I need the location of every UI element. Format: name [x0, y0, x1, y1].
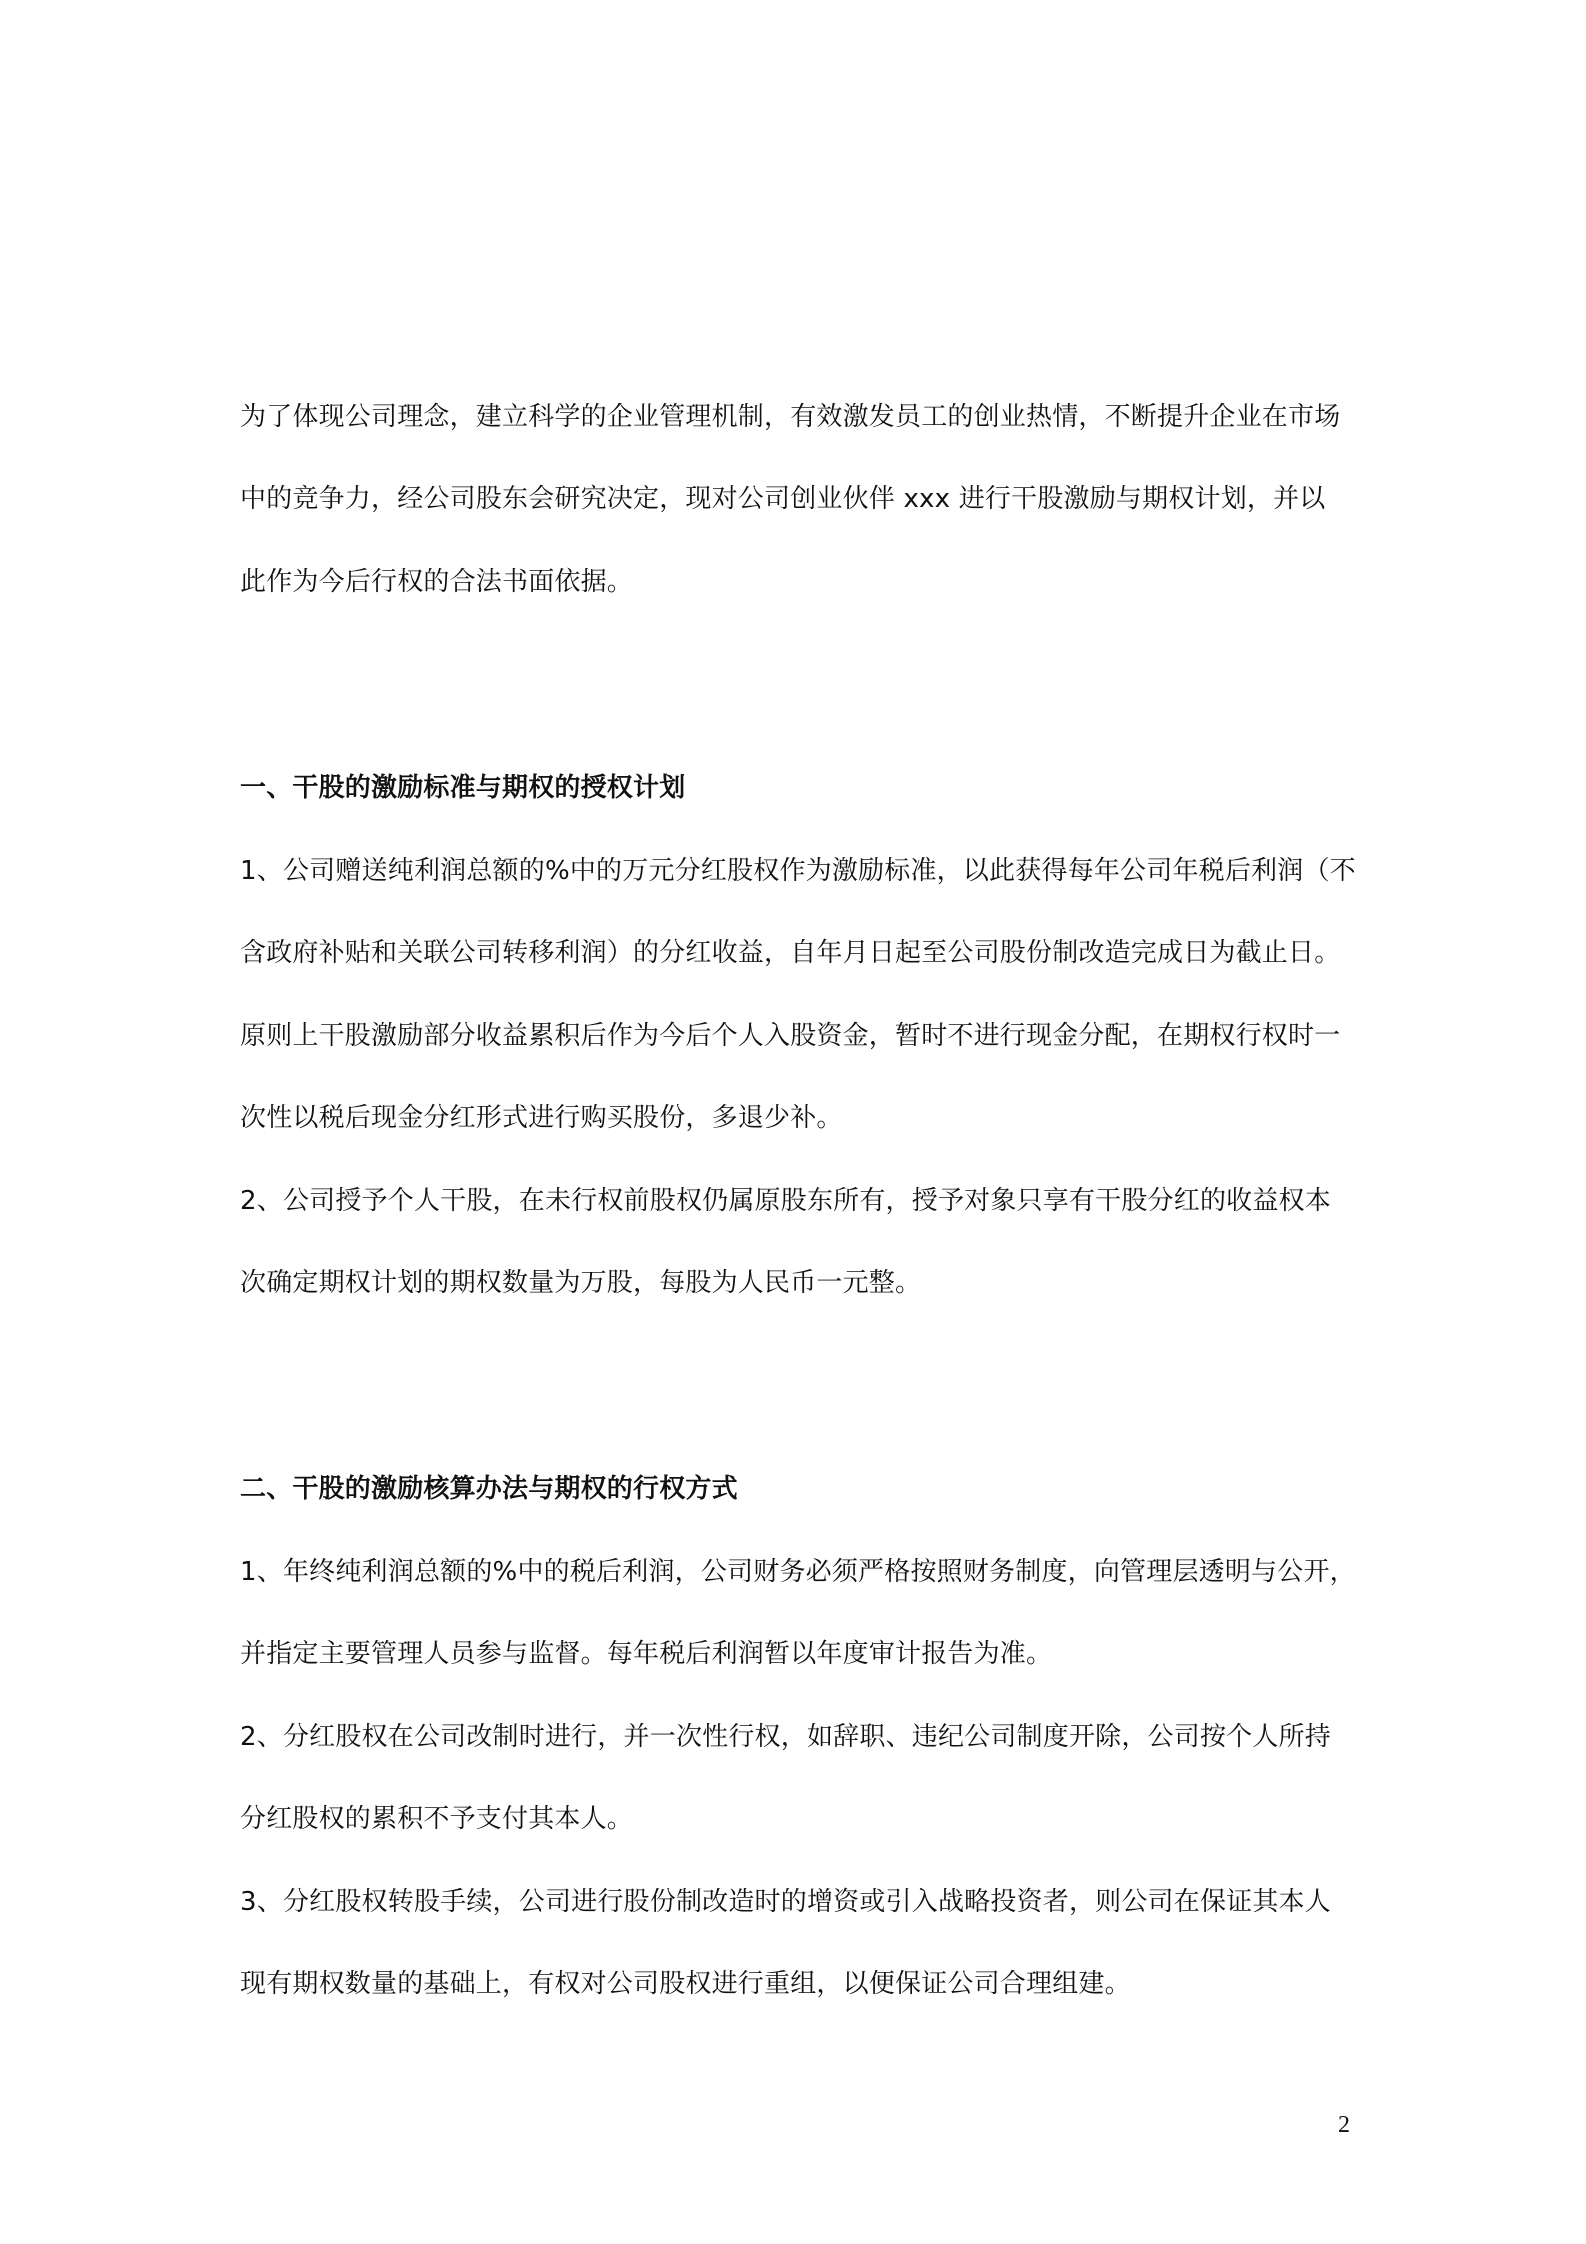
intro-line-3: 此作为今后行权的合法书面依据。: [240, 567, 634, 597]
section-2-line-3: 2、分红股权在公司改制时进行，并一次性行权，如辞职、违纪公司制度开除，公司按个人所持: [240, 1722, 1331, 1752]
section-1-line-1: 1、公司赠送纯利润总额的%中的万元分红股权作为激励标准，以此获得每年公司年税后利润（不: [240, 856, 1356, 886]
section-2-line-4: 分红股权的累积不予支付其本人。: [240, 1804, 634, 1834]
page-number: 2: [1338, 2112, 1350, 2138]
section-1-line-2: 含政府补贴和关联公司转移利润）的分红收益，自年月日起至公司股份制改造完成日为截止日。: [240, 938, 1341, 968]
section-2-line-5: 3、分红股权转股手续，公司进行股份制改造时的增资或引入战略投资者，则公司在保证其本人: [240, 1887, 1331, 1917]
section-2-heading: 二、干股的激励核算办法与期权的行权方式: [240, 1474, 738, 1504]
intro-line-2: 中的竞争力，经公司股东会研究决定，现对公司创业伙伴 xxx 进行干股激励与期权计划，并以: [240, 484, 1326, 514]
section-1-line-6: 次确定期权计划的期权数量为万股，每股为人民币一元整。: [240, 1268, 922, 1298]
section-1-heading: 一、干股的激励标准与期权的授权计划: [240, 773, 686, 803]
section-1-line-5: 2、公司授予个人干股，在未行权前股权仍属原股东所有，授予对象只享有干股分红的收益权本: [240, 1186, 1331, 1216]
section-1-line-4: 次性以税后现金分红形式进行购买股份，多退少补。: [240, 1103, 843, 1133]
intro-line-1: 为了体现公司理念，建立科学的企业管理机制，有效激发员工的创业热情，不断提升企业在市场: [240, 402, 1341, 432]
section-2-line-6: 现有期权数量的基础上，有权对公司股权进行重组，以便保证公司合理组建。: [240, 1969, 1131, 1999]
section-2-line-2: 并指定主要管理人员参与监督。每年税后利润暂以年度审计报告为准。: [240, 1639, 1053, 1669]
section-2-line-1: 1、年终纯利润总额的%中的税后利润，公司财务必须严格按照财务制度，向管理层透明与公开，: [240, 1557, 1356, 1587]
section-1-line-3: 原则上干股激励部分收益累积后作为今后个人入股资金，暂时不进行现金分配，在期权行权时一: [240, 1021, 1341, 1051]
